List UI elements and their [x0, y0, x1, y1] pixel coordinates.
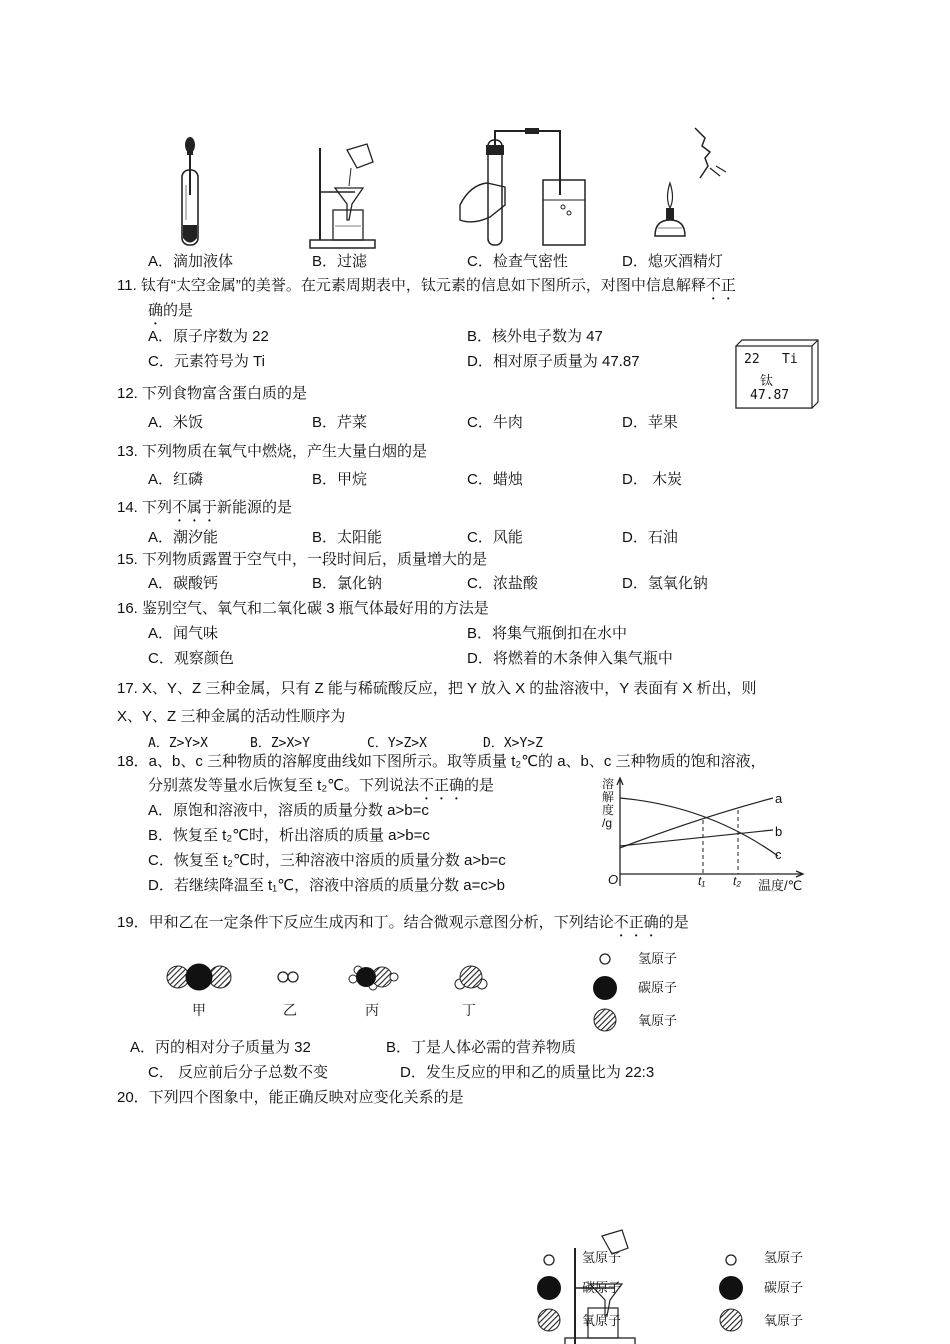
q17-stem-line2: X、Y、Z 三种金属的活动性顺序为: [117, 708, 346, 725]
q16-option-b: B．将集气瓶倒扣在水中: [467, 625, 628, 642]
q13-option-b: B．甲烷: [312, 471, 368, 488]
q18-option-d: D．若继续降温至 t₁℃，溶液中溶质的质量分数 a=c>b: [148, 877, 505, 894]
q11-stem-continued: 确的是: [148, 302, 194, 319]
q10-option-b: B．过滤: [312, 253, 368, 270]
q15-stem: 15. 下列物质露置于空气中，一段时间后，质量增大的是: [117, 551, 488, 568]
q16-option-d: D．将燃着的木条伸入集气瓶中: [467, 650, 673, 667]
graph-t2: t₂: [733, 874, 741, 888]
q19-option-a: A．丙的相对分子质量为 32: [130, 1039, 311, 1056]
graph-origin: O: [608, 872, 619, 887]
q13-option-c: C．蜡烛: [467, 471, 523, 488]
q19-option-c: C． 反应前后分子总数不变: [148, 1064, 329, 1081]
curve-c: [620, 798, 778, 856]
q16-option-a: A．闻气味: [148, 625, 219, 642]
element-number: 22: [744, 352, 760, 367]
q14-option-a: A．潮汐能: [148, 529, 219, 546]
filtration-illustration: [305, 140, 380, 250]
curve-label-c: c: [775, 847, 782, 862]
yi-hydrogen-2: [288, 972, 298, 982]
q20-stem: 20．下列四个图象中，能正确反映对应变化关系的是: [117, 1089, 464, 1106]
legend-oxygen: 氧原子: [638, 1013, 678, 1028]
q13-stem: 13. 下列物质在氧气中燃烧，产生大量白烟的是: [117, 443, 428, 460]
q10-option-a: A．滴加液体: [148, 253, 234, 270]
q18-stem-line1: 18．a、b、c 三种物质的溶解度曲线如下图所示。取等质量 t₂℃的 a、b、c 三种物质的饱和溶液，: [117, 753, 766, 770]
molecule-label-jia: 甲: [192, 1002, 206, 1018]
bottom-legend-left-hydrogen: 氢原子: [582, 1250, 622, 1265]
q17-stem-line1: 17. X、Y、Z 三种金属，只有 Z 能与稀硫酸反应，把 Y 放入 X 的盐溶液中，Y 表面有 X 析出，则: [117, 680, 757, 697]
graph-t1: t₁: [698, 874, 706, 888]
q19-option-b: B．丁是人体必需的营养物质: [386, 1039, 577, 1056]
q17-option-d: D．X>Y>Z: [483, 736, 543, 751]
q19-stem: 19．甲和乙在一定条件下反应生成丙和丁。结合微观示意图分析，下列结论不正确的是: [117, 914, 689, 931]
bottom-legend-left-carbon: 碳原子: [582, 1280, 622, 1295]
dropper-illustration: [175, 135, 205, 250]
molecule-label-ding: 丁: [462, 1002, 476, 1018]
curve-a: [620, 798, 773, 848]
q17-option-b: B．Z>X>Y: [250, 736, 310, 751]
q12-option-c: C．牛肉: [467, 414, 523, 431]
element-mass: 47.87: [750, 388, 790, 403]
bottom-legend-right-icons: [716, 1248, 746, 1338]
q17-option-c: C．Y>Z>X: [367, 736, 427, 751]
element-card-titanium: [736, 340, 816, 408]
q11-stem: 11. 钛有“太空金属”的美誉。在元素周期表中，钛元素的信息如下图所示，对图中信息解释不正: [117, 277, 736, 294]
legend-carbon: 碳原子: [638, 980, 678, 995]
q19-option-d: D．发生反应的甲和乙的质量比为 22:3: [400, 1064, 655, 1081]
q14-option-d: D．石油: [622, 529, 678, 546]
bottom-legend-left-oxygen: 氧原子: [582, 1313, 622, 1328]
q11-option-c: C．元素符号为 Ti: [148, 353, 265, 370]
atom-legend-icons: [590, 950, 620, 1035]
molecule-diagram: [160, 960, 500, 1000]
yi-hydrogen-1: [278, 972, 288, 982]
element-symbol: Ti: [782, 352, 798, 367]
q16-stem: 16. 鉴别空气、氧气和二氧化碳 3 瓶气体最好用的方法是: [117, 600, 489, 617]
q14-stem: 14. 下列不属于新能源的是: [117, 499, 293, 516]
q10-option-d: D．熄灭酒精灯: [622, 253, 723, 270]
curve-label-b: b: [775, 824, 783, 839]
q14-option-c: C．风能: [467, 529, 523, 546]
graph-ylabel: 溶 解 度 /g: [602, 777, 615, 830]
bottom-legend-right-carbon: 碳原子: [764, 1280, 804, 1295]
q11-option-b: B．核外电子数为 47: [467, 328, 603, 345]
q16-option-c: C．观察颜色: [148, 650, 234, 667]
bing-carbon: [356, 967, 376, 987]
q15-option-d: D．氢氧化钠: [622, 575, 708, 592]
element-name: 钛: [760, 374, 774, 389]
q13-option-d: D． 木炭: [622, 471, 683, 488]
bottom-legend-left-icons: [534, 1248, 564, 1338]
q10-option-c: C．检查气密性: [467, 253, 568, 270]
q11-option-d: D．相对原子质量为 47.87: [467, 353, 640, 370]
q13-option-a: A．红磷: [148, 471, 204, 488]
q12-option-d: D．苹果: [622, 414, 678, 431]
q18-option-b: B．恢复至 t₂℃时，析出溶质的质量 a>b=c: [148, 827, 430, 844]
q12-option-a: A．米饭: [148, 414, 204, 431]
q11-option-a: A．原子序数为 22: [148, 328, 269, 345]
q14-option-b: B．太阳能: [312, 529, 383, 546]
q12-option-b: B．芹菜: [312, 414, 368, 431]
q18-option-c: C．恢复至 t₂℃时，三种溶液中溶质的质量分数 a>b=c: [148, 852, 506, 869]
bottom-legend-right-hydrogen: 氢原子: [764, 1250, 804, 1265]
q15-option-c: C．浓盐酸: [467, 575, 538, 592]
q18-option-a: A．原饱和溶液中，溶质的质量分数 a>b=c: [148, 802, 429, 819]
alcohol-lamp-illustration: [650, 128, 745, 250]
graph-xlabel: 温度/℃: [758, 878, 803, 893]
airtightness-illustration: [455, 125, 590, 250]
q18-stem-line2: 分别蒸发等量水后恢复至 t₂℃。下列说法不正确的是: [148, 777, 495, 794]
q12-stem: 12. 下列食物富含蛋白质的是: [117, 385, 308, 402]
ding-oxygen: [460, 966, 482, 988]
jia-carbon: [186, 964, 212, 990]
molecule-label-bing: 丙: [365, 1002, 379, 1018]
bottom-legend-right-oxygen: 氧原子: [764, 1313, 804, 1328]
q17-option-a: A．Z>Y>X: [148, 736, 208, 751]
legend-hydrogen: 氢原子: [638, 951, 678, 966]
q15-option-b: B．氯化钠: [312, 575, 383, 592]
curve-label-a: a: [775, 791, 783, 806]
molecule-label-yi: 乙: [283, 1002, 297, 1018]
q15-option-a: A．碳酸钙: [148, 575, 219, 592]
